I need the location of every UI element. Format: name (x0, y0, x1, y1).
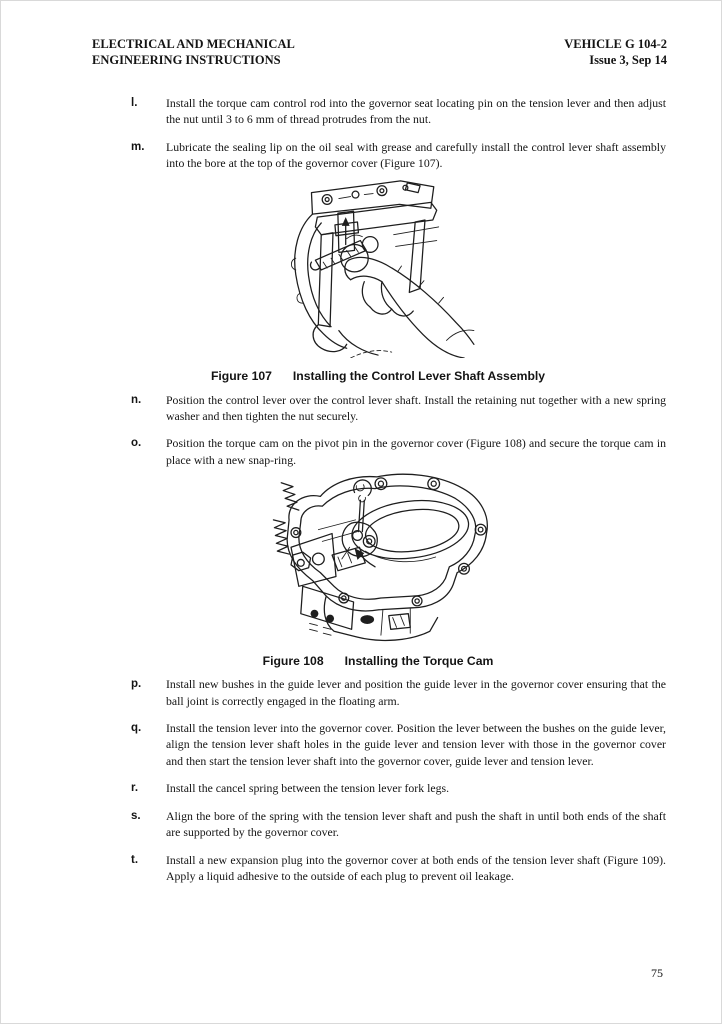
figure-107-caption (35, 369, 721, 383)
list-item-text: Install the torque cam control rod into the governor seat locating pin on the tension lever and then adjust the nut until 3 to 6 mm of thread protrudes from the nut. (166, 96, 666, 127)
list-item-text: Install new bushes in the guide lever and position the guide lever in the governor cover ensuring that the ball joint is correctly engaged in the floating arm. (166, 677, 666, 708)
list-item-letter: o. (131, 437, 142, 450)
figure-108-caption (35, 654, 721, 668)
list-item-text: Position the control lever over the control lever shaft. Install the retaining nut together with a new spring washer and then tighten the nut securely. (166, 392, 666, 424)
instruction-list-b (1, 392, 721, 469)
figure-108-label: Figure 108 (262, 654, 324, 669)
figure-107-label: Figure 107 (210, 368, 272, 383)
figure-107-image (281, 176, 475, 358)
list-item-text: Install the tension lever into the governor cover. Position the lever between the bushes on the guide lever, align the tension lever shaft holes in the guide lever and tension lever with those in the governor cover and then start the tension lever shaft into the governor cover, guide lever and tension lever. (166, 721, 666, 768)
list-item-text: Align the bore of the spring with the tension lever shaft and push the shaft in until both ends of the shaft are supported by the governor cover. (166, 808, 666, 840)
list-item-letter: l. (131, 97, 138, 109)
list-item-letter: m. (131, 140, 145, 153)
header-publication-id: VEHICLE G 104-2 (564, 37, 667, 51)
list-item-text: Lubricate the sealing lip on the oil seal with grease and carefully install the control lever shaft assembly into the bore at the top of the governor cover (Figure 107). (166, 139, 666, 171)
list-item-s (131, 808, 666, 841)
figure-107-block (1, 172, 721, 383)
page-header (1, 1, 721, 68)
list-item-letter: q. (131, 722, 142, 735)
list-item-text: Position the torque cam on the pivot pin in the governor cover (Figure 108) and secure the torque cam in place with a new snap-ring. (166, 436, 666, 467)
list-item-p (131, 676, 666, 709)
figure-108-image (261, 471, 495, 643)
list-item-letter: n. (131, 393, 142, 406)
list-item-q (131, 720, 666, 769)
list-item-l (131, 95, 666, 128)
list-item-letter: s. (131, 809, 141, 822)
header-left-block (92, 36, 295, 68)
page-number: 75 (651, 966, 663, 980)
figure-108-title: Installing the Torque Cam (344, 654, 494, 669)
header-issue-date: Issue 3, Sep 14 (589, 53, 667, 67)
figure-108-block (1, 468, 721, 668)
list-item-letter: p. (131, 678, 142, 691)
header-right-block (564, 36, 667, 68)
figure-107-title: Installing the Control Lever Shaft Assembly (292, 368, 546, 383)
list-item-m (131, 139, 666, 172)
header-left-line2: ENGINEERING INSTRUCTIONS (92, 53, 281, 67)
list-item-n (131, 392, 666, 425)
list-item-letter: t. (131, 853, 139, 866)
list-item-o (131, 435, 666, 468)
instruction-list-c (1, 676, 721, 884)
list-item-letter: r. (131, 782, 139, 795)
list-item-text: Install a new expansion plug into the governor cover at both ends of the tension lever shaft (Figure 109). Apply a liquid adhesive to the outside of each plug to prevent oil leakage. (166, 852, 666, 883)
instruction-list-a (1, 95, 721, 172)
list-item-r (131, 780, 666, 796)
list-item-t (131, 852, 666, 885)
list-item-text: Install the cancel spring between the tension lever fork legs. (166, 781, 450, 796)
header-left-line1: ELECTRICAL AND MECHANICAL (92, 37, 295, 51)
